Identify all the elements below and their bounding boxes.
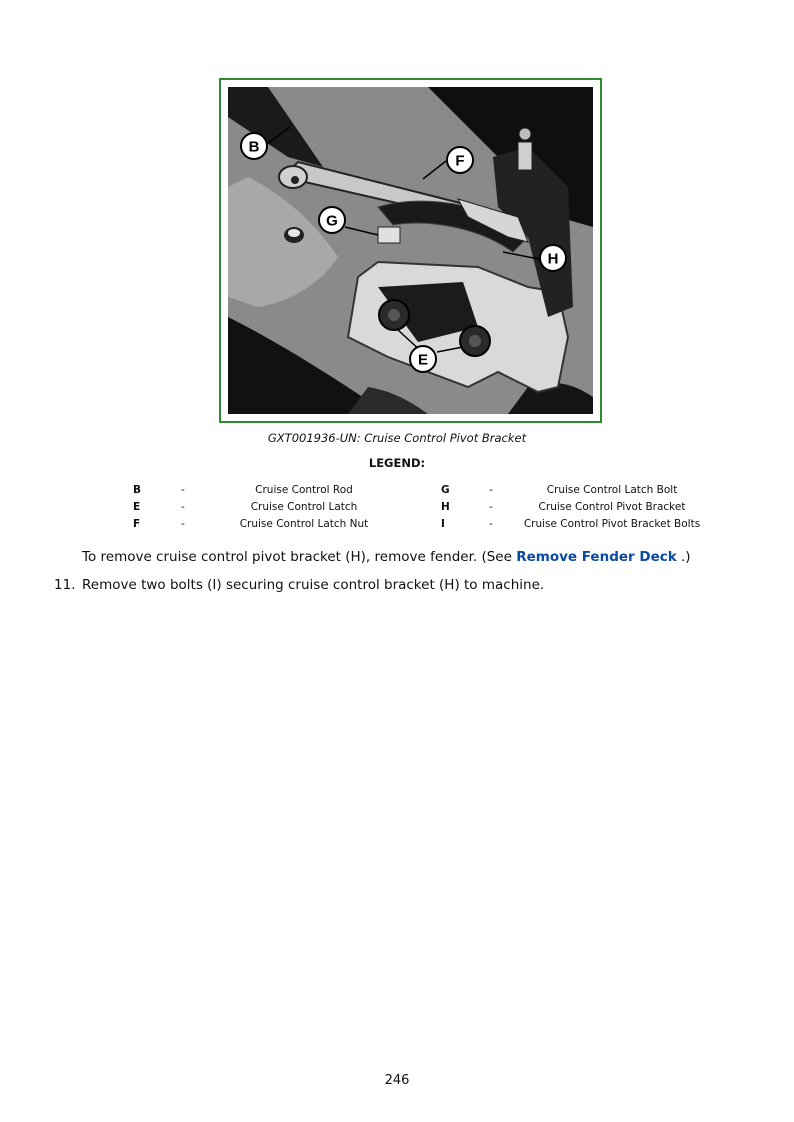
legend-label: Cruise Control Latch	[250, 501, 358, 513]
legend-dash: -	[181, 501, 185, 513]
cruise-control-pivot-bracket-illustration	[228, 87, 593, 414]
callout-h	[540, 245, 566, 271]
legend-key: E	[133, 501, 141, 513]
legend-label: Cruise Control Latch Nut	[239, 518, 369, 530]
legend-dash: -	[489, 484, 493, 496]
para-prefix: To remove cruise control pivot bracket (H), remove fender. (See	[82, 549, 517, 565]
legend-key: G	[441, 484, 450, 496]
legend-key: F	[133, 518, 141, 530]
callout-e	[410, 346, 436, 372]
legend-key: I	[441, 518, 445, 530]
callout-g	[319, 207, 345, 233]
svg-text:F: F	[455, 152, 465, 170]
step-11	[54, 577, 544, 593]
legend-dash: -	[489, 518, 493, 530]
instruction-paragraph	[82, 549, 691, 565]
legend-label: Cruise Control Pivot Bracket Bolts	[523, 518, 701, 530]
figure-frame	[219, 78, 602, 423]
legend-label: Cruise Control Latch Bolt	[546, 484, 678, 496]
page-number: 246	[384, 1073, 410, 1088]
step-number: 11.	[54, 577, 76, 593]
para-suffix: .)	[676, 549, 691, 565]
callout-f	[447, 147, 473, 173]
svg-text:G: G	[326, 212, 338, 230]
legend-row	[0, 501, 794, 518]
legend-key: H	[441, 501, 450, 513]
remove-fender-deck-link[interactable]: Remove Fender Deck	[516, 549, 677, 565]
svg-text:E: E	[417, 351, 429, 369]
legend-key: B	[133, 484, 142, 496]
legend-title: LEGEND:	[368, 456, 426, 470]
legend-dash: -	[181, 484, 185, 496]
step-text: Remove two bolts (I) securing cruise control bracket (H) to machine.	[82, 577, 545, 593]
figure-caption: GXT001936-UN: Cruise Control Pivot Bracket	[267, 431, 527, 445]
legend-row	[0, 484, 794, 501]
legend-row	[0, 518, 794, 535]
legend-dash: -	[489, 501, 493, 513]
legend-label: Cruise Control Rod	[255, 484, 353, 496]
callout-b	[241, 133, 267, 159]
svg-text:H: H	[547, 250, 559, 268]
legend-label: Cruise Control Pivot Bracket	[538, 501, 686, 513]
svg-text:B: B	[248, 138, 260, 156]
legend-dash: -	[181, 518, 185, 530]
